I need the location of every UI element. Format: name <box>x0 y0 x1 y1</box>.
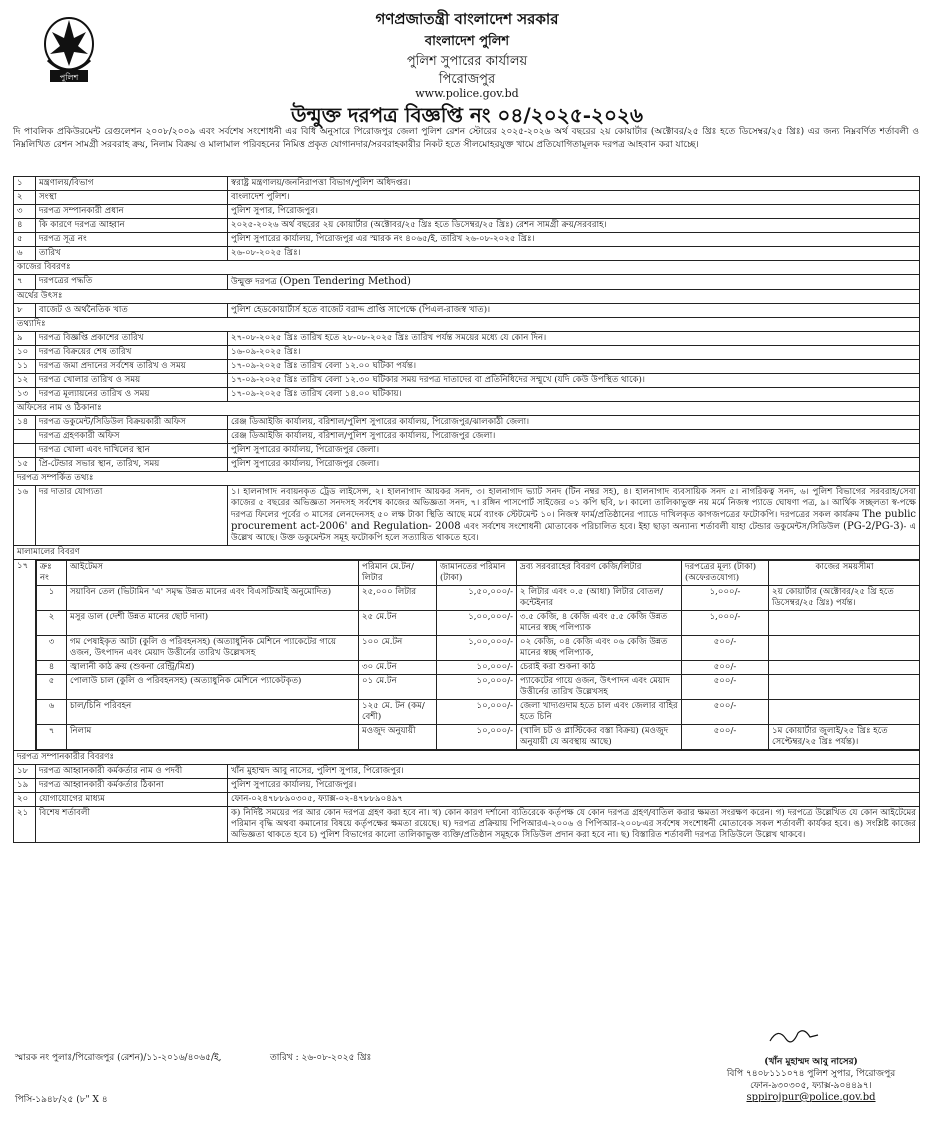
item-name: গম পেষাইকৃত আটা (কুলি ও পরিবহনসহ) (অত্যাধুনিক মেশিনে প্যাকেটের গায়ে ওজন, উৎপাদন এবং মেয়াদ উত্তীর্নের তারিখ উল্লেখসহ <box>67 636 359 661</box>
signatory-email-link[interactable]: sppirojpur@police.gov.bd <box>746 1092 876 1103</box>
row-number: ৫ <box>14 233 36 247</box>
table-row <box>14 388 920 402</box>
row-label: কি কারণে দরপত্র আহ্বান <box>36 219 228 233</box>
item-quantity: ০১ মে.টন <box>359 675 437 700</box>
col-header-quantity: পরিমান মে.টন/ লিটার <box>359 561 437 586</box>
col-header-price: দরপত্রের মূল্য (টাকা) (অফেরতযোগ্য) <box>682 561 769 586</box>
table-row <box>37 636 920 661</box>
table-row <box>14 779 920 793</box>
item-price: ৫০০/- <box>682 636 769 661</box>
row-number: ১৭ <box>14 560 36 751</box>
eligibility-act: The public procurement act-2006' and Regulation- 2008 <box>231 509 917 532</box>
table-row <box>14 346 920 360</box>
item-price: ১,০০০/- <box>682 611 769 636</box>
row-value: স্বরাষ্ট্র মন্ত্রণালয়/জননিরাপত্তা বিভাগ/পুলিশ অধিদপ্তর। <box>228 177 920 191</box>
item-serial: ৬ <box>37 700 67 725</box>
row-label: দরপত্র খোলা এবং দাখিলের স্থান <box>36 444 228 458</box>
print-code: পিসি-১৯৪৮/২৫ (৮" X ৪ <box>15 1095 108 1105</box>
table-row <box>37 700 920 725</box>
items-cell <box>36 560 920 751</box>
item-deposit: ১০,০০০/- <box>437 700 517 725</box>
item-deposit: ১,০০,০০০/- <box>437 611 517 636</box>
item-description: প্যাকেটের গায়ে ওজন, উৎপাদন এবং মেয়াদ উত্তীর্নের তারিখ উল্লেখসহ <box>517 675 682 700</box>
section-row <box>14 290 920 304</box>
item-description: ২ লিটার এবং ০.৫ (আধা) লিটার বোতল/কন্টেইনার <box>517 586 682 611</box>
table-row <box>14 219 920 233</box>
row-value: পুলিশ সুপার, পিরোজপুর। <box>228 205 920 219</box>
item-price: ৫০০/- <box>682 700 769 725</box>
row-value: ১৭-০৯-২০২৫ খ্রিঃ তারিখ বেলা ১২.৩০ ঘটিকার সময় দরপত্র দাতাদের বা প্রতিনিধিদের সম্মুখে (যদি কেউ উপস্থিত থাকে)। <box>228 374 920 388</box>
item-serial: ৪ <box>37 661 67 675</box>
item-serial: ৫ <box>37 675 67 700</box>
eligibility-tail2: - এ উল্লেখ আছে। উক্ত ডকুমেন্টস সমূহ ফটোকপি হলে সত্যায়িত থাকতে হবে। <box>231 522 916 543</box>
col-header-description: দ্রব্য সরবরাহের বিবরণ কেজি/লিটার <box>517 561 682 586</box>
row-number: ৬ <box>14 247 36 261</box>
item-deposit: ১০,০০০/- <box>437 661 517 675</box>
item-serial: ৩ <box>37 636 67 661</box>
row-label: সংস্থা <box>36 191 228 205</box>
organization-name: বাংলাদেশ পুলিশ <box>424 34 510 49</box>
row-value: খাঁন মুহাম্মদ আবু নাসের, পুলিশ সুপার, পিরোজপুর। <box>228 765 920 779</box>
col-header-serial: ক্রঃ নং <box>37 561 67 586</box>
item-quantity: ২৫ মে.টন <box>359 611 437 636</box>
item-duration-empty <box>769 611 920 636</box>
item-quantity: মওজুদ অনুযায়ী <box>359 725 437 750</box>
table-row <box>37 611 920 636</box>
row-number: ১০ <box>14 346 36 360</box>
row-number: ৩ <box>14 205 36 219</box>
item-price: ৫০০/- <box>682 661 769 675</box>
row-label: দরপত্র সূত্র নং <box>36 233 228 247</box>
table-row <box>14 233 920 247</box>
row-label: দরপত্র মূল্যায়নের তারিখ ও সময় <box>36 388 228 402</box>
row-number: ৪ <box>14 219 36 233</box>
row-number: ৯ <box>14 332 36 346</box>
row-number: ৮ <box>14 304 36 318</box>
row-number: ১ <box>14 177 36 191</box>
intro-paragraph: দি পাবলিক প্রকিউরমেন্ট রেগুলেশন ২০০৮/২০০৯ এবং সর্বশেষ সংশোধনী এর বিধি অনুসারে পিরোজপুর জেলা পুলিশ রেশন স্টোরের ২০২৫-২০২৬ অর্থ বছরের ২য় কোয়ার্টার (অক্টোবর/২৫ খ্রিঃ হতে ডিসেম্বর/২৫ খ্রিঃ) এর জন্য নিম্নবর্ণিত শর্তাবলী ও নিম্নলিখিত রেশন সামগ্রী সরবরাহ ক্রয়, নিলাম বিক্রয় ও মালামাল পরিবহনের নিমিত্ত প্রকৃত যোগানদার/সরবরাহকারীর নিকট হতে সীলমোহরযুক্ত খামে প্রতিযোগিতামূলক দরপত্র আহবান করা যাচ্ছে। <box>13 127 919 150</box>
table-row <box>14 191 920 205</box>
row-label: বিশেষ শর্তাবলী <box>36 807 228 843</box>
row-value: রেঞ্জ ডিআইজি কার্যালয়, বরিশাল/পুলিশ সুপারের কার্যালয়, পিরোজপুর/ঝালকাঠী জেলা। <box>228 416 920 430</box>
row-number: ১১ <box>14 360 36 374</box>
row-label: দরপত্র বিজ্ঞপ্তি প্রকাশের তারিখ <box>36 332 228 346</box>
section-heading-fund: অর্থের উৎসঃ <box>14 290 920 304</box>
item-name: মসুর ডাল (দেশী উন্নত মানের ছোট দানা) <box>67 611 359 636</box>
row-value <box>228 486 920 546</box>
item-name: জ্বালানী কাঠ ক্রয় (শুকনা রেন্ট্রি/মিশ্র) <box>67 661 359 675</box>
item-quantity: ২৫,০০০ লিটার <box>359 586 437 611</box>
item-description: ৩.৫ কেজি, ৪ কেজি এবং ৫.৫ কেজি উন্নত মানের স্বচ্ছ পলিপ্যাক <box>517 611 682 636</box>
row-value: পুলিশ সুপারের কার্যালয়, পিরোজপুর জেলা। <box>228 458 920 472</box>
section-row <box>14 261 920 275</box>
row-label: দরপত্র ডকুমেন্ট/সিডিউল বিক্রয়কারী অফিস <box>36 416 228 430</box>
row-value: ক) নির্দিষ্ট সময়ের পর আর কোন দরপত্র গ্রহণ করা হবে না। খ) কোন কারণ দর্শানো ব্যতিরেকে কর্তৃপক্ষ যে কোন দরপত্র গ্রহণ/বাতিল করার ক্ষমতা সংরক্ষণ করেন। গ) দরপত্রে উল্লেখিত যে কোন আইটেমের পরিমান বৃদ্ধি অথবা কমানোর বিষয়ে কর্তৃপক্ষের ক্ষমতা রয়েছে। ঘ) দরপত্র প্রক্রিয়ায় পিপিআরএ-২০০৬ ও পিপিআর-২০০৮এর সর্বশেষ সংশোধনী মোতাবেক সকল শর্তাবলী কার্যকর হবে। ঙ) সংশ্লিষ্ট কাজের অভিজ্ঞতা থাকতে হবে চ) পুলিশ বিভাগের কালো তালিকাভুক্ত ব্যক্তি/প্রতিষ্ঠান সমূহকে সিডিউল প্রদান করা হবে না। ছ) বিস্তারিত শর্তাবলী দরপত্র সিডিউলে উল্লেখ থাকবে। <box>228 807 920 843</box>
row-number: ২০ <box>14 793 36 807</box>
tender-details-table <box>13 176 920 843</box>
section-heading-info: তথ্যাদিঃ <box>14 318 920 332</box>
table-row <box>14 793 920 807</box>
table-row <box>14 332 920 346</box>
item-description: (খালি চট ও প্লাস্টিকের বস্তা বিক্রয়) (মওজুদ অনুযায়ী যে অবস্থায় আছে) <box>517 725 682 750</box>
item-name: নিলাম <box>67 725 359 750</box>
table-row <box>14 807 920 843</box>
signature-icon <box>766 1025 822 1047</box>
signatory-designation: বিপি ৭৪০৮১১১০৭৪ পুলিশ সুপার, পিরোজপুর <box>726 1069 896 1079</box>
item-serial: ৭ <box>37 725 67 750</box>
row-label: দরপত্র বিক্রয়ের শেষ তারিখ <box>36 346 228 360</box>
row-label: দরপত্র জমা প্রদানের সর্বশেষ তারিখ ও সময় <box>36 360 228 374</box>
website-link[interactable]: www.police.gov.bd <box>415 87 519 100</box>
row-number <box>14 430 36 444</box>
memo-date: তারিখ : ২৬-০৮-২০২৫ খ্রিঃ <box>270 1053 372 1063</box>
item-duration-empty <box>769 675 920 700</box>
row-number: ১৪ <box>14 416 36 430</box>
row-number: ২১ <box>14 807 36 843</box>
memo-number: স্মারক নং পুলাঃ/পিরোজপুর (রেশন)/১১-২০১৬/৪০৬৫/ই, <box>15 1053 222 1063</box>
tender-method-en: (Open Tendering Method) <box>279 276 411 287</box>
row-value <box>228 275 920 290</box>
page-title: উন্মুক্ত দরপত্র বিজ্ঞপ্তি নং ০৪/২০২৫-২০২৬ <box>290 103 644 127</box>
item-name: সয়াবিন তেল (ভিটামিন 'এ' সমৃদ্ধ উন্নত মানের এবং বিএসটিআই অনুমোদিত) <box>67 586 359 611</box>
table-row <box>14 486 920 546</box>
row-label: দরপত্র সম্পানকারী প্রধান <box>36 205 228 219</box>
table-row <box>14 360 920 374</box>
row-value: ২০২৫-২০২৬ অর্থ বছরের ২য় কোয়ার্টার (অক্টোবর/২৫ খ্রিঃ হতে ডিসেম্বর/২৫ খ্রিঃ) রেশন সামগ্রী ক্রয়/সরবরাহ। <box>228 219 920 233</box>
signatory-phone: ফোন-৯৩০৩০৫, ফ্যাক্স-৯০৪৪৯৭। <box>750 1081 872 1091</box>
col-header-deposit: জামানতের পরিমান (টাকা) <box>437 561 517 586</box>
item-serial: ১ <box>37 586 67 611</box>
item-price: ৫০০/- <box>682 675 769 700</box>
table-row <box>14 416 920 430</box>
section-row <box>14 751 920 765</box>
item-quantity: ১০০ মে.টন <box>359 636 437 661</box>
table-row <box>37 661 920 675</box>
section-row <box>14 472 920 486</box>
row-number: ৭ <box>14 275 36 290</box>
eligibility-tail: এবং সর্বশেষ সংশোধনী মোতাবেক পরিচালিত হবে। ইহা ছাড়া অন্যান্য শর্তাবলী যাহা টেন্ডার ডকুমেন্টস/সিডিউল <box>463 522 841 532</box>
item-price: ৫০০/- <box>682 725 769 750</box>
row-number: ১৮ <box>14 765 36 779</box>
item-deposit: ১০,০০০/- <box>437 725 517 750</box>
col-header-item: আইটেমস <box>67 561 359 586</box>
section-heading-work: কাজের বিবরণঃ <box>14 261 920 275</box>
item-duration-empty <box>769 636 920 661</box>
table-row <box>14 275 920 290</box>
row-value: রেঞ্জ ডিআইজি কার্যালয়, বরিশাল/পুলিশ সুপারের কার্যালয়, পিরোজপুর জেলা। <box>228 430 920 444</box>
row-label: যোগাযোগের মাধ্যম <box>36 793 228 807</box>
emblem-text: পুলিশ <box>59 73 79 82</box>
row-label: প্রি-টেন্ডার সভার স্থান, তারিখ, সময় <box>36 458 228 472</box>
col-header-duration: কাজের সময়সীমা <box>769 561 920 586</box>
table-row <box>14 458 920 472</box>
row-value: পুলিশ সুপারের কার্যালয়, পিরোজপুর। <box>228 779 920 793</box>
item-name: পোলাউ চাল (কুলি ও পরিবহনসহ) (অত্যাধুনিক মেশিনে প্যাকেটকৃত) <box>67 675 359 700</box>
signature-block <box>700 1056 922 1104</box>
row-label: দরপত্র আহ্বানকারী কর্মকর্তার নাম ও পদবী <box>36 765 228 779</box>
row-value: পুলিশ সুপারের কার্যালয়, পিরোজপুর এর স্মারক নং ৪০৬৫/ই, তারিখ ২৬-০৮-২০২৫ খ্রিঃ। <box>228 233 920 247</box>
item-duration-empty <box>769 661 920 675</box>
items-header-row <box>37 561 920 586</box>
items-table <box>36 560 920 750</box>
row-value: ফোন-০২৪৭৮৮৯০৩০৫, ফ্যাক্স-০২-৪৭৮৮৯০৪৯৭ <box>228 793 920 807</box>
signatory-name: (খাঁন মুহাম্মদ আবু নাসের) <box>764 1057 858 1067</box>
section-heading-office: অফিসের নাম ও ঠিকানাঃ <box>14 402 920 416</box>
table-row <box>14 374 920 388</box>
item-price: ১,০০০/- <box>682 586 769 611</box>
row-value: ২৭-০৮-২০২৫ খ্রিঃ তারিখ হতে ২৮-০৮-২০২৫ খ্রিঃ তারিখ পর্যন্ত সময়ের মধ্যে যে কোন দিন। <box>228 332 920 346</box>
table-row <box>14 430 920 444</box>
row-value: পুলিশ সুপারের কার্যালয়, পিরোজপুর জেলা। <box>228 444 920 458</box>
row-label: তারিখ <box>36 247 228 261</box>
item-duration-empty <box>769 700 920 725</box>
row-number: ২ <box>14 191 36 205</box>
row-number: ১৯ <box>14 779 36 793</box>
row-label: দর দাতার যোগ্যতা <box>36 486 228 546</box>
item-quantity: ১২৫ মে. টন (কম/বেশী) <box>359 700 437 725</box>
row-label: দরপত্রের পদ্ধতি <box>36 275 228 290</box>
table-row <box>14 304 920 318</box>
row-label: বাজেট ও অর্থনৈতিক খাত <box>36 304 228 318</box>
row-value: ১৬-০৯-২০২৫ খ্রিঃ। <box>228 346 920 360</box>
section-row <box>14 402 920 416</box>
table-row <box>37 675 920 700</box>
section-heading-officer: দরপত্র সম্পানকারীর বিবরণঃ <box>14 751 920 765</box>
item-description: ০২ কেজি, ০৪ কেজি এবং ০৬ কেজি উন্নত মানের স্বচ্ছ পলিপ্যাক, <box>517 636 682 661</box>
government-name: গণপ্রজাতন্ত্রী বাংলাদেশ সরকার <box>375 10 559 28</box>
table-row <box>14 177 920 191</box>
item-deposit: ১,৫০,০০০/- <box>437 586 517 611</box>
table-row <box>14 444 920 458</box>
row-label: দরপত্র খোলার তারিখ ও সময় <box>36 374 228 388</box>
item-name: চাল/চিনি পরিবহন <box>67 700 359 725</box>
item-description: জেলা খাদ্যগুদাম হতে চাল এবং জেলার বাহির হতে চিনি <box>517 700 682 725</box>
table-row <box>14 247 920 261</box>
item-duration: ২য় কোয়ার্টার (অক্টোবর/২৫ খ্রি হতে ডিসেম্বর/২৫ খ্রিঃ) পর্যন্ত। <box>769 586 920 611</box>
row-value: পুলিশ হেডকোয়ার্টার্স হতে বাজেট বরাদ্দ প্রাপ্তি সাপেক্ষে (পিএল-রাজস্ব খাত)। <box>228 304 920 318</box>
item-description: চেরাই করা শুকনা কাঠ <box>517 661 682 675</box>
section-heading-items: মালামালের বিবরণ <box>14 546 920 560</box>
office-name: পুলিশ সুপারের কার্যালয় <box>406 54 528 69</box>
row-value: বাংলাদেশ পুলিশ। <box>228 191 920 205</box>
row-value: ১৭-০৯-২০২৫ খ্রিঃ তারিখ বেলা ১২.০০ ঘটিকা পর্যন্ত। <box>228 360 920 374</box>
item-deposit: ১,০০,০০০/- <box>437 636 517 661</box>
row-value: ১৭-০৯-২০২৫ খ্রিঃ তারিখ বেলা ১৪.০০ ঘটিকায়। <box>228 388 920 402</box>
section-heading-tender: দরপত্র সম্পর্কিত তথ্যঃ <box>14 472 920 486</box>
row-number: ১৩ <box>14 388 36 402</box>
item-quantity: ৩০ মে.টন <box>359 661 437 675</box>
row-number: ১৬ <box>14 486 36 546</box>
table-row <box>14 205 920 219</box>
row-number: ১৫ <box>14 458 36 472</box>
items-row <box>14 560 920 751</box>
table-row <box>37 725 920 750</box>
section-row <box>14 546 920 560</box>
item-duration: ১ম কোয়ার্টার জুলাই/২৫ খ্রিঃ হতে সেপ্টেম্বর/২৫ খ্রিঃ পর্যন্ত)। <box>769 725 920 750</box>
item-deposit: ১০,০০০/- <box>437 675 517 700</box>
row-label: দরপত্র গ্রহণকারী অফিস <box>36 430 228 444</box>
table-row <box>37 586 920 611</box>
tender-method-bn: উন্মুক্ত দরপত্র <box>231 277 277 287</box>
eligibility-text: ১। হালনাগাদ নবায়নকৃত ট্রেড লাইসেন্স, ২। হালনাগাদ আয়কর সনদ, ৩। হালনাগাদ ভ্যাট সনদ (টিন নম্বর সহ), ৪। হালনাগাদ ব্যবসায়িক সনদ ৫। নাগরিকত্ব সনদ, ৬। পুলিশ বিভাগের সরবরাহ/সেবা কাজের ৫ বছরের অভিজ্ঞতা সনদসহ সর্বশেষ কাজের অভিজ্ঞতা সনদ, ৭। রঙ্গিন পাসপোর্ট সাইজের ০১ কপি ছবি, ৮। কালো তালিকাভুক্ত নয় মর্মে নিজস্ব প্যাডে ঘোষণা পত্র, ৯। আর্থিক সচ্ছলতা স্ব-পক্ষে দরপত্র ফিলের পূর্বের ৩ মাসের লেনদেনসহ ৫০ লক্ষ টাকা স্থিতি আছে মর্মে ব্যাংক স্টেটমেন্ট ১০। নিজস্ব ফার্ম/প্রতিষ্ঠানের প্যাডে দাখিলকৃত কাগজপত্রের ফটোকপি। দরপত্রের সকল কার্যক্রম <box>231 487 916 520</box>
row-number: ১২ <box>14 374 36 388</box>
row-label: মন্ত্রণালয়/বিভাগ <box>36 177 228 191</box>
item-serial: ২ <box>37 611 67 636</box>
row-number <box>14 444 36 458</box>
section-row <box>14 318 920 332</box>
row-value: ২৬-০৮-২০২৫ খ্রিঃ। <box>228 247 920 261</box>
eligibility-pg: (PG-2/PG-3) <box>843 521 904 532</box>
row-label: দরপত্র আহ্বানকারী কর্মকর্তার ঠিকানা <box>36 779 228 793</box>
table-row <box>14 765 920 779</box>
office-location: পিরোজপুর <box>438 72 496 87</box>
